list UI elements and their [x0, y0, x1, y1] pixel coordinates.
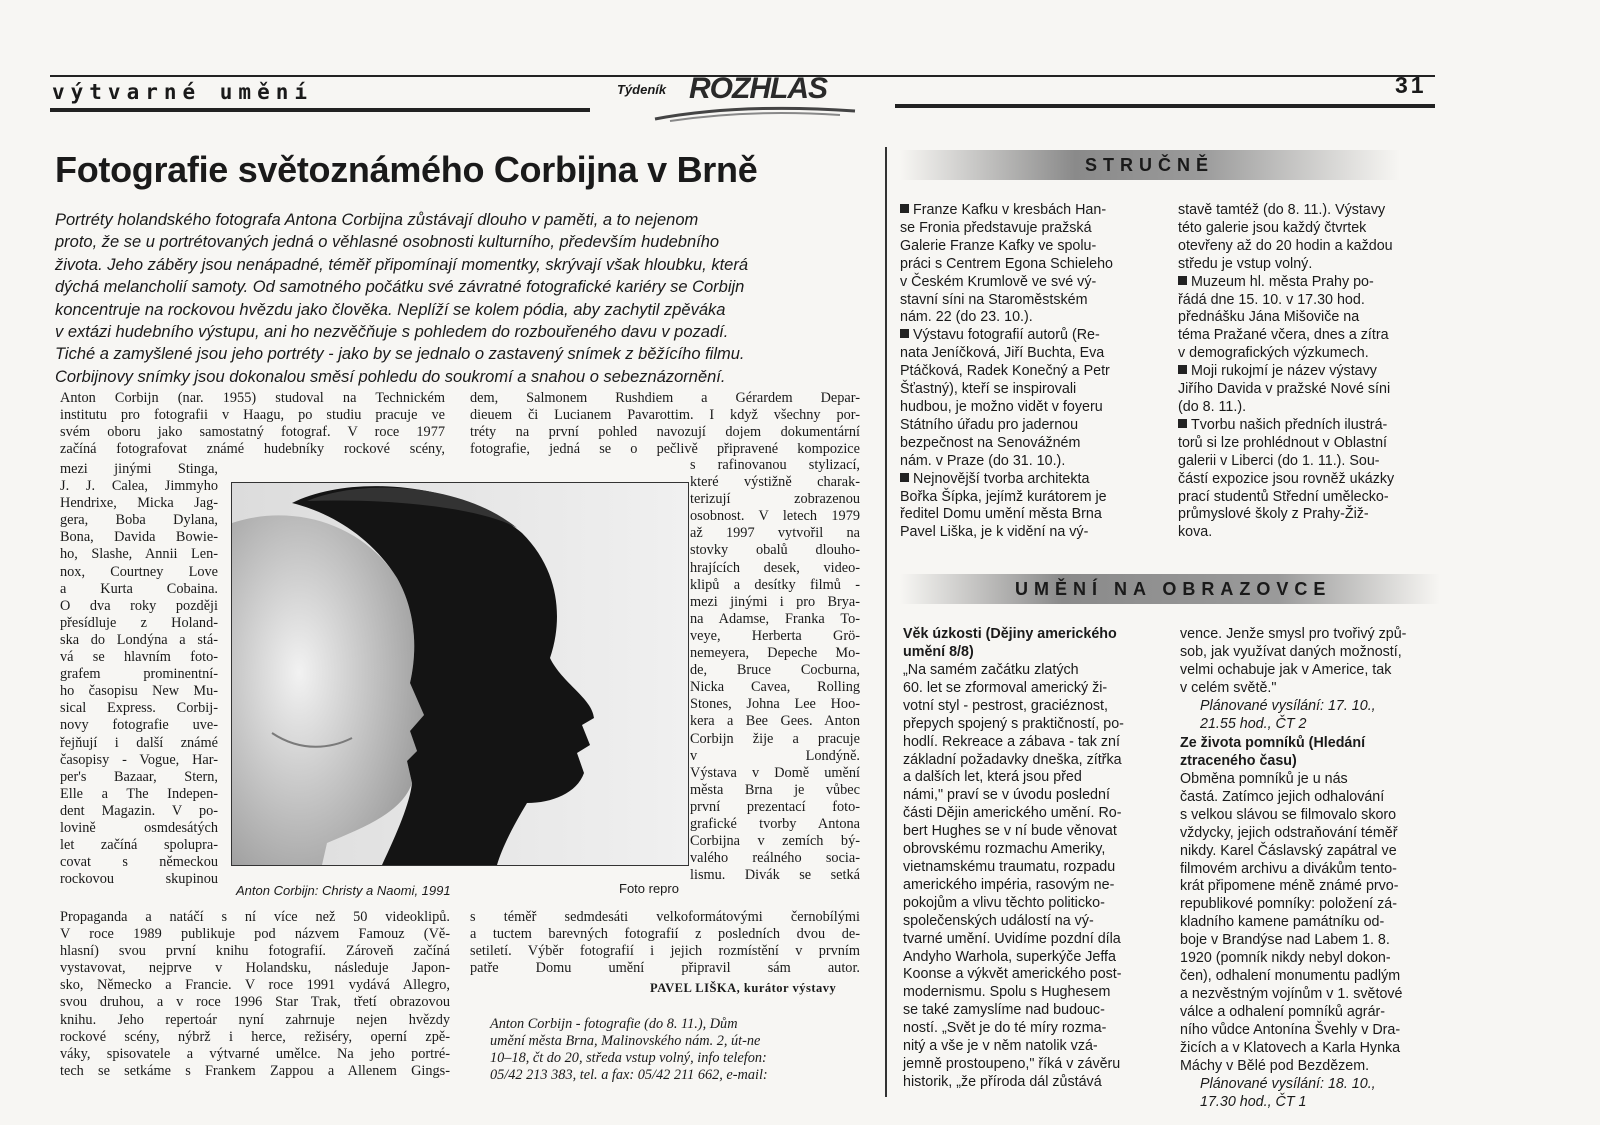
- news-line: stavní síni na Staroměstském: [900, 291, 1088, 308]
- schedule-line: 17.30 hod., ČT 1: [1200, 1093, 1307, 1110]
- program-line: Obměna pomníků je u nás: [1180, 771, 1348, 787]
- body-line: dent Magazin. V po-: [60, 802, 218, 819]
- column-divider: [885, 147, 887, 1097]
- body-line: s rafinovanou stylizací,: [690, 457, 860, 473]
- header-rule-left: [50, 108, 590, 112]
- program-line: v celém světě.": [1180, 679, 1277, 696]
- umeni-program-2-title: [1180, 735, 1440, 771]
- body-line: ho časopisu New Mu-: [60, 683, 218, 700]
- body-line: novy fotografie uve-: [60, 717, 218, 734]
- news-line: torů si lze prohlédnout v Oblastní: [1178, 434, 1388, 451]
- program-line: „Na samém začátku zlatých: [903, 662, 1079, 678]
- body-line: Stones, Johna Lee Hoo-: [690, 696, 860, 713]
- body-line: knihu. Jeho repertoár nyní zahrnuje nejen hvězdy: [60, 1011, 450, 1028]
- body-line: covat s německou: [60, 854, 218, 871]
- news-line: Tvorbu našich předních ilustrá-: [1178, 417, 1436, 435]
- program-line: nitý a vše je v něm natolik vzá-: [903, 1038, 1098, 1055]
- news-line: galerii v Liberci (do 1. 11.). Sou-: [1178, 452, 1380, 469]
- body-line: časopisy - Vogue, Har-: [60, 751, 218, 768]
- program-line: se také zamyslíme nad budouc-: [903, 1002, 1105, 1019]
- program-line: častá. Zatímco jejich odhalování: [1180, 788, 1385, 805]
- lead-line: Corbijnovy snímky jsou dokonalou směsí pohledu do soukromí a snahou o sebeznázornění.: [55, 367, 726, 386]
- col2-bottom-text: [470, 909, 860, 977]
- program-line: 60. let se zformoval americký ži-: [903, 679, 1108, 696]
- bullet-square-icon: [900, 473, 909, 482]
- program-line: přepych spojený s praktičností, po-: [903, 715, 1124, 732]
- body-line: lismu. Divák se setká: [690, 867, 860, 884]
- body-line: let začíná spolupra-: [60, 837, 218, 854]
- body-line: v Londýně.: [690, 747, 860, 764]
- body-line: na Adamse, Franka To-: [690, 610, 860, 627]
- news-line: se Fronia představuje pražská: [900, 219, 1092, 236]
- body-line: ho, Slashe, Annii Len-: [60, 546, 218, 563]
- program-line: 1920 (pomník nikdy nebyl dokon-: [1180, 950, 1391, 967]
- col1-bottom-text: [60, 909, 450, 1080]
- program-line: společenských událostí na vý-: [903, 912, 1094, 929]
- umeni-schedule-1: [1200, 698, 1440, 734]
- body-line: fotografie, jedná se o pečlivě připravené kompozice: [470, 441, 860, 458]
- program-line: Máchy v Bělé pod Bezdězem.: [1180, 1057, 1370, 1074]
- news-line: nám. v Praze (do 31. 10.).: [900, 452, 1066, 469]
- news-line: bezpečnost na Senovážném: [900, 434, 1081, 451]
- body-line: a Kurta Cobaina.: [60, 580, 218, 597]
- portrait-silhouettes-icon: [232, 483, 688, 865]
- body-line: hrajících desek, video-: [690, 559, 860, 576]
- body-line: váky, spisovatele a výtvarné umělce. Na jeho portré-: [60, 1045, 450, 1062]
- body-line: tech se setkáme s Frankem Zappou a Allenem Gings-: [60, 1062, 450, 1079]
- program-line: námi," praví se v úvodu poslední: [903, 787, 1110, 804]
- body-line: Hendrixe, Micka Jag-: [60, 495, 218, 512]
- news-line: (do 8. 11.).: [1178, 398, 1247, 415]
- body-line: Nicka Cavea, Rolling: [690, 679, 860, 696]
- program-line: krát připomene méně známé prvo-: [1180, 878, 1399, 895]
- lead-line: v extázi hudebního výstupu, ani ho nezvěčňuje s pohledem do rozbouřeného davu v pozadí.: [55, 323, 729, 342]
- lead-line: Portréty holandského fotografa Antona Corbijna zůstávají dlouho v paměti, a to nejenom: [55, 211, 699, 229]
- news-line: přednášku Jána Mišoviče na: [1178, 309, 1360, 326]
- body-line: kera a Bee Gees. Anton: [690, 713, 860, 730]
- body-line: de, Bruce Cocburna,: [690, 662, 860, 679]
- col2-wrap-text: [690, 457, 860, 884]
- news-line: hudbou, je možno vidět v foyeru: [900, 398, 1103, 415]
- program-line: filmovém archivu a divákům tento-: [1180, 860, 1397, 877]
- body-line: sical Express. Corbij-: [60, 700, 218, 717]
- bullet-square-icon: [900, 204, 909, 213]
- body-line: mezi jinými i pro Brya-: [690, 593, 860, 610]
- program-line: Koonse a výkvět amerického post-: [903, 966, 1122, 983]
- news-line: Státního úřadu pro jadernou: [900, 416, 1079, 433]
- news-line: práci s Centrem Egona Schieleho: [900, 255, 1113, 272]
- body-line: svou druhou, a v roce 1996 Star Trak, třetí obrazovou: [60, 994, 450, 1011]
- body-line: a tuctem barevných fotografií z posledních dvou de-: [470, 926, 860, 943]
- program-title-line: Ze života pomníků (Hledání: [1180, 735, 1366, 751]
- lead-line: života. Jeho záběry jsou nenápadné, téměř připomínají momentky, skrývají však hloubku, která: [55, 255, 749, 274]
- exhibition-info: [490, 1016, 865, 1084]
- strucne-col-b: [1178, 202, 1436, 542]
- body-line: města Brna je vůbec: [690, 781, 860, 798]
- headline: Fotografie světoznámého Corbijna v Brně: [55, 149, 758, 190]
- col1-top-text: [60, 390, 445, 458]
- body-line: Výstava v Domě umění: [690, 764, 860, 781]
- body-line: per's Bazaar, Stern,: [60, 768, 218, 785]
- program-line: amerického impéria, rasovým ne-: [903, 876, 1115, 893]
- program-line: velmi ochabuje jak v Americe, tak: [1180, 661, 1392, 678]
- news-line: nám. 22 (do 23. 10.).: [900, 309, 1033, 326]
- article-signature: PAVEL LIŠKA, kurátor výstavy: [650, 981, 837, 995]
- body-line: dem, Salmonem Rushdiem a Gérardem Depar-: [470, 390, 860, 406]
- body-line: přesídluje z Holand-: [60, 614, 218, 631]
- umeni-schedule-2: [1200, 1076, 1440, 1112]
- umeni-col-b-2: [1180, 771, 1440, 1075]
- program-line: nikdy. Karel Čáslavský zapátral ve: [1180, 842, 1397, 859]
- program-line: s velkou slávou se filmovalo skoro: [1180, 806, 1397, 823]
- bullet-square-icon: [900, 329, 909, 338]
- section-label: výtvarné umění: [52, 80, 314, 104]
- body-line: klipů a desítky filmů -: [690, 576, 860, 593]
- program-line: bert Hughes se v ní bude věnovat: [903, 823, 1117, 840]
- body-line: vystavovat, nejprve v Holandsku, následuje Japon-: [60, 960, 450, 977]
- body-line: setiletí. Výběr fotografií i jejich rozmístění v prvním: [470, 943, 860, 960]
- program-title-line: Věk úzkosti (Dějiny amerického: [903, 626, 1117, 642]
- logo-swoosh-icon: [650, 105, 860, 123]
- body-line: patře Domu umění připravil sám autor.: [470, 960, 860, 977]
- page-number: 31: [1395, 72, 1427, 98]
- body-line: Anton Corbijn (nar. 1955) studoval na Technickém: [60, 390, 445, 406]
- program-line: základní požadavky dneška, zítřka: [903, 751, 1122, 768]
- body-line: až 1997 vytvořil na: [690, 525, 860, 542]
- body-line: svém oboru jako samostatný fotograf. V roce 1977: [60, 424, 445, 441]
- body-line: které výstižně charak-: [690, 474, 860, 491]
- news-line: Bořka Šípka, jejímž kurátorem je: [900, 488, 1107, 505]
- lead-line: dýchá melancholií samoty. Od samotného počátku své závratné fotografické kariéry se Corbijn: [55, 278, 745, 297]
- col1-wrap-text: [60, 461, 218, 888]
- news-line: Moji rukojmí je název výstavy: [1178, 363, 1436, 381]
- news-line: Výstavu fotografií autorů (Re-: [900, 327, 1158, 345]
- program-line: a dalších let, která jsou před: [903, 769, 1082, 786]
- body-line: Bona, Davida Bowie-: [60, 529, 218, 546]
- logo-rozhlas: ROZHLAS: [689, 72, 827, 105]
- body-line: rockové scény, nýbrž i herce, režiséry, operní zpě-: [60, 1028, 450, 1045]
- info-line: 05/42 213 383, tel. a fax: 05/42 211 662, e-mail:: [490, 1067, 768, 1084]
- umeni-col-a: [903, 662, 1163, 1092]
- program-title-line: ztraceného času): [1180, 752, 1297, 769]
- news-line: kova.: [1178, 524, 1213, 541]
- body-line: Propaganda a natáčí s ní více než 50 videoklipů.: [60, 909, 450, 925]
- news-line: Šťastný), kteří se inspirovali: [900, 381, 1077, 398]
- program-line: pokojům a vlivu těchto politicko-: [903, 894, 1105, 911]
- news-line: prací studentů Střední umělecko-: [1178, 488, 1389, 505]
- body-line: hlasní) svou první knihu fotografií. Zároveň začíná: [60, 943, 450, 960]
- program-line: a nezvěstným vojínům v 1. světové: [1180, 985, 1403, 1002]
- strucne-banner: [900, 150, 1400, 180]
- header-rule-right: [895, 104, 1435, 108]
- body-line: nemeyera, Depeche Mo-: [690, 645, 860, 662]
- article-photo: [231, 482, 689, 866]
- info-line: 10–18, čt do 20, středa vstup volný, info telefon:: [490, 1050, 767, 1067]
- program-line: historik, „že příroda dál zůstává: [903, 1073, 1102, 1090]
- bullet-square-icon: [1178, 419, 1187, 428]
- info-line: umění města Brna, Malinovského nám. 2, út-ne: [490, 1033, 761, 1050]
- body-line: Corbijn žije a pracuje: [690, 730, 860, 747]
- lead-line: Tiché a zamyšlené jsou jeho portréty - jako by se jednalo o zastavený snímek z běžícího filmu.: [55, 345, 745, 364]
- news-line: průmyslové školy z Prahy-Žiž-: [1178, 506, 1369, 523]
- logo-tydenik: Týdeník: [617, 82, 667, 97]
- umeni-program-1-title: [903, 626, 1163, 662]
- strucne-title: STRUČNĚ: [1085, 155, 1215, 175]
- lead-line: koncentruje na rockovou hvězdu jako člověka. Neplíží se kolem pódia, aby zachytil zpěváka: [55, 300, 726, 319]
- news-line: Ptáčková, Radek Konečný a Petr: [900, 363, 1110, 380]
- news-line: Franze Kafku v kresbách Han-: [900, 202, 1158, 220]
- program-line: kladního kamene památníku od-: [1180, 914, 1385, 931]
- bullet-square-icon: [1178, 276, 1187, 285]
- news-line: Pavel Liška, je k vidění na vý-: [900, 524, 1089, 541]
- program-line: hodlí. Rekreace a zábava - tak zní: [903, 733, 1120, 750]
- news-line: nata Jeníčková, Jiří Buchta, Eva: [900, 345, 1105, 362]
- news-line: ředitel Domu umění města Brna: [900, 506, 1102, 523]
- body-line: J. J. Calea, Jimmyho: [60, 478, 218, 495]
- body-line: ska do Londýna a stá-: [60, 631, 218, 648]
- body-line: O dva roky později: [60, 597, 218, 614]
- news-line: Muzeum hl. města Prahy po-: [1178, 274, 1436, 292]
- program-title-line: umění 8/8): [903, 643, 974, 660]
- body-line: rockovou skupinou: [60, 871, 218, 888]
- news-line: téma Pražané včera, dnes a zítra: [1178, 327, 1389, 344]
- program-line: sob, jak využívat daných možností,: [1180, 643, 1402, 660]
- bullet-square-icon: [1178, 365, 1187, 374]
- body-line: veye, Herberta Grö-: [690, 627, 860, 644]
- schedule-line: Plánované vysílání: 18. 10.,: [1200, 1076, 1376, 1092]
- body-line: Corbijna v zemích bý-: [690, 833, 860, 850]
- schedule-line: Plánované vysílání: 17. 10.,: [1200, 698, 1376, 714]
- article-lead: [55, 209, 875, 388]
- program-line: ností. „Svět je do té míry rozma-: [903, 1020, 1107, 1037]
- program-line: žicích a v Klatovech a Karla Hynka: [1180, 1039, 1401, 1056]
- body-line: tréty na první pohled navozují dojem dokumentární: [470, 424, 860, 441]
- body-line: s téměř sedmdesáti velkoformátovými černobílými: [470, 909, 860, 925]
- lead-line: proto, že se u portrétovaných jedná o věhlasné osobnosti kulturního, především hudebního: [55, 233, 720, 252]
- umeni-title: UMĚNÍ NA OBRAZOVCE: [1015, 579, 1332, 599]
- news-line: v demografických výzkumech.: [1178, 345, 1369, 362]
- program-line: čen), odhalení monumentu padlým: [1180, 967, 1401, 984]
- body-line: lovině osmdesátých: [60, 819, 218, 836]
- body-line: řejňují i další známé: [60, 734, 218, 751]
- body-line: institutu pro fotografii v Haagu, po studiu pracuje ve: [60, 407, 445, 424]
- program-line: jemně prostoupeno," říká v závěru: [903, 1055, 1121, 1072]
- program-line: republikové pomníky: položení zá-: [1180, 896, 1397, 913]
- program-line: modernismu. Spolu s Hughesem: [903, 984, 1111, 1001]
- body-line: dieuem či Lucianem Pavarottim. I když všechny por-: [470, 407, 860, 424]
- program-line: boje v Brandýse nad Labem 1. 8.: [1180, 932, 1390, 949]
- program-line: tvarné umění. Uvidíme pozdní díla: [903, 930, 1121, 947]
- program-line: Andyho Warhola, superkýče Jeffa: [903, 948, 1116, 965]
- umeni-banner: [900, 574, 1440, 604]
- news-line: Nejnovější tvorba architekta: [900, 471, 1158, 489]
- body-line: začíná fotografovat známé hudebníky rockové scény,: [60, 441, 445, 458]
- photo-credit: Foto repro: [619, 881, 679, 896]
- news-line: středu je vstup volný.: [1178, 255, 1313, 272]
- program-line: ního vůdce Antonína Švehly v Dra-: [1180, 1021, 1401, 1038]
- body-line: Elle a The Indepen-: [60, 785, 218, 802]
- strucne-col-a: [900, 202, 1158, 542]
- program-line: obrovskému rozmachu Ameriky,: [903, 841, 1106, 858]
- news-line: v Českém Krumlově ve své vý-: [900, 273, 1097, 290]
- body-line: valého reálného socia-: [690, 850, 860, 867]
- news-line: této galerie jsou každý čtvrtek: [1178, 219, 1367, 236]
- body-line: V roce 1989 publikuje pod názvem Famouz (Vě-: [60, 926, 450, 943]
- schedule-line: 21.55 hod., ČT 2: [1200, 715, 1307, 732]
- news-line: částí expozice jsou rovněž ukázky: [1178, 470, 1395, 487]
- program-line: vence. Jenže smysl pro tvořivý způ-: [1180, 626, 1407, 642]
- news-line: otevřeny až do 20 hodin a každou: [1178, 237, 1393, 254]
- photo-caption: Anton Corbijn: Christy a Naomi, 1991: [236, 883, 451, 898]
- program-line: vietnamskému traumatu, rozpadu: [903, 858, 1116, 875]
- body-line: vá se hlavním foto-: [60, 649, 218, 666]
- body-line: mezi jinými Stinga,: [60, 461, 218, 477]
- body-line: terizují zobrazenou: [690, 491, 860, 508]
- body-line: gera, Boba Dylana,: [60, 512, 218, 529]
- body-line: grafické tvorby Antona: [690, 815, 860, 832]
- news-line: stavě tamtéž (do 8. 11.). Výstavy: [1178, 202, 1386, 218]
- program-line: části Dějin amerického umění. Ro-: [903, 805, 1122, 822]
- program-line: votní styl - pestrost, graciéznost,: [903, 697, 1109, 714]
- news-line: Galerie Franze Kafky ve spolu-: [900, 237, 1097, 254]
- news-line: Jiřího Davida v pražské Nové síni: [1178, 381, 1391, 398]
- news-line: řádá dne 15. 10. v 17.30 hod.: [1178, 291, 1365, 308]
- col2-top-text: [470, 390, 860, 458]
- umeni-col-b: [1180, 626, 1440, 698]
- program-line: vždycky, jejich odstraňování téměř: [1180, 824, 1398, 841]
- program-line: válce a odhalení pomníků agrár-: [1180, 1003, 1386, 1020]
- body-line: grafem prominentní-: [60, 666, 218, 683]
- body-line: sko, Německo a Francie. V roce 1991 vydává Allegro,: [60, 977, 450, 994]
- info-line: Anton Corbijn - fotografie (do 8. 11.), Dům: [490, 1016, 738, 1032]
- body-line: stovky obalů dlouho-: [690, 542, 860, 559]
- body-line: osobnost. V letech 1979: [690, 508, 860, 525]
- body-line: nox, Courtney Love: [60, 563, 218, 580]
- body-line: první prezentací foto-: [690, 798, 860, 815]
